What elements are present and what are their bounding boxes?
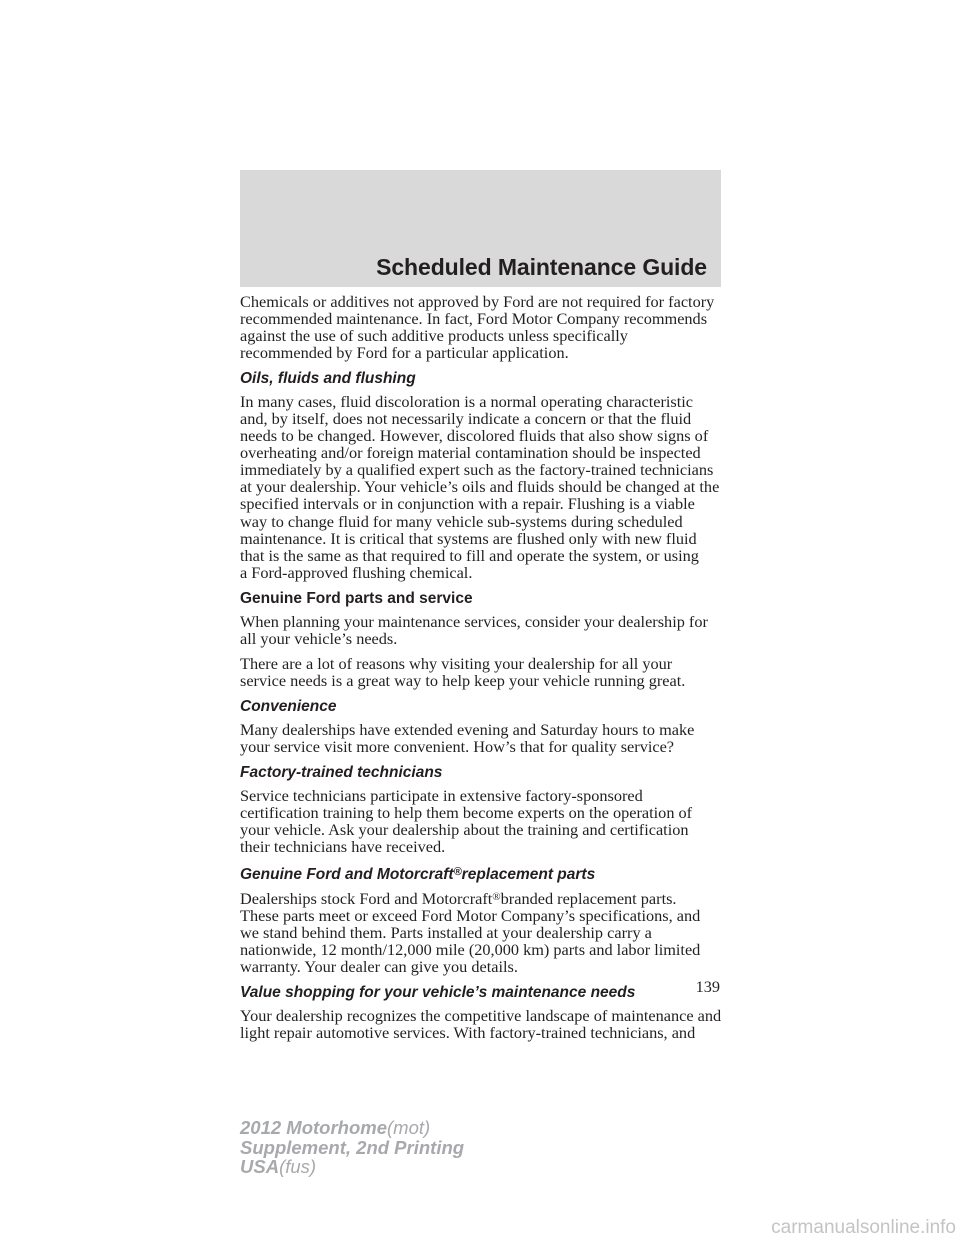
footer-market: USA xyxy=(240,1156,280,1177)
oils-heading: Oils, fluids and flushing xyxy=(240,370,416,388)
motorcraft-line-start: Dealerships stock Ford and Motorcraft xyxy=(240,889,493,909)
page-content xyxy=(240,293,730,1050)
genuine-parts-heading: Genuine Ford parts and service xyxy=(240,589,473,607)
watermark: carmanualsonline.info xyxy=(771,1217,956,1238)
motorcraft-line-end: branded replacement parts. xyxy=(500,889,677,909)
page-number: 139 xyxy=(695,977,720,996)
factory-trained-heading: Factory-trained technicians xyxy=(240,763,443,781)
registered-mark: ® xyxy=(453,866,462,879)
footer-line-model xyxy=(240,1118,464,1138)
motorcraft-heading-start: Genuine Ford and Motorcraft xyxy=(240,866,454,884)
section-title: Scheduled Maintenance Guide xyxy=(376,254,707,280)
footer-line-market xyxy=(240,1157,464,1177)
value-shopping-paragraph: Your dealership recognizes the competitive landscape of maintenance and light repair automotive services. With factory-trained technicians, and xyxy=(240,1006,722,1043)
oils-paragraph: In many cases, fluid discoloration is a normal operating characteristic and, by itself, does not necessarily indicate a concern or that the fluid needs to be changed. However, discolored fluids that also show signs of overheating and/or foreign material contamination should be inspected immediately by a qualified expert such as the factory-trained technicians at your dealership. Your vehicle’s oils and fluids should be changed at the specified intervals or in conjunction with a repair. Flushing is a viable way to change fluid for many vehicle sub-systems during scheduled maintenance. It is critical that systems are flushed only with new fluid that is the same as that required to fill and operate the system, or using a Ford-approved flushing chemical. xyxy=(240,392,720,582)
footer-model-code: (mot) xyxy=(387,1117,431,1138)
footer-market-code: (fus) xyxy=(279,1156,317,1177)
intro-paragraph: Chemicals or additives not approved by Ford are not required for factory recommended maintenance. In fact, Ford Motor Company recommends against the use of such additive products unless specifically recommended by Ford for a particular application. xyxy=(240,292,715,363)
value-shopping-heading: Value shopping for your vehicle’s maintenance needs xyxy=(240,984,636,1002)
section-header-band xyxy=(240,170,721,287)
footer-model: 2012 Motorhome xyxy=(240,1117,388,1138)
motorcraft-paragraph xyxy=(240,889,730,975)
registered-mark: ® xyxy=(492,891,501,904)
factory-trained-paragraph: Service technicians participate in extensive factory-sponsored certification training to help them become experts on the operation of your vehicle. Ask your dealership about the training and certification their technicians have received. xyxy=(240,785,693,857)
motorcraft-paragraph-rest: These parts meet or exceed Ford Motor Company’s specifications, and we stand behind them. Parts installed at your dealership carry a nationwide, 12 month/12,000 mile (20,000 km) parts and labor limited warranty. Your dealer can give you details. xyxy=(240,906,701,977)
motorcraft-heading-end: replacement parts xyxy=(461,866,596,884)
print-footer xyxy=(240,1118,464,1177)
convenience-paragraph: Many dealerships have extended evening and Saturday hours to make your service visit more convenient. How’s that for quality service? xyxy=(240,719,695,756)
genuine-paragraph-1: When planning your maintenance services, consider your dealership for all your vehicle’s needs. xyxy=(240,611,708,648)
genuine-paragraph-2: There are a lot of reasons why visiting your dealership for all your service needs is a great way to help keep your vehicle running great. xyxy=(240,653,686,690)
motorcraft-heading xyxy=(240,863,730,884)
convenience-heading: Convenience xyxy=(240,697,337,715)
footer-printing: Supplement, 2nd Printing xyxy=(240,1136,465,1158)
